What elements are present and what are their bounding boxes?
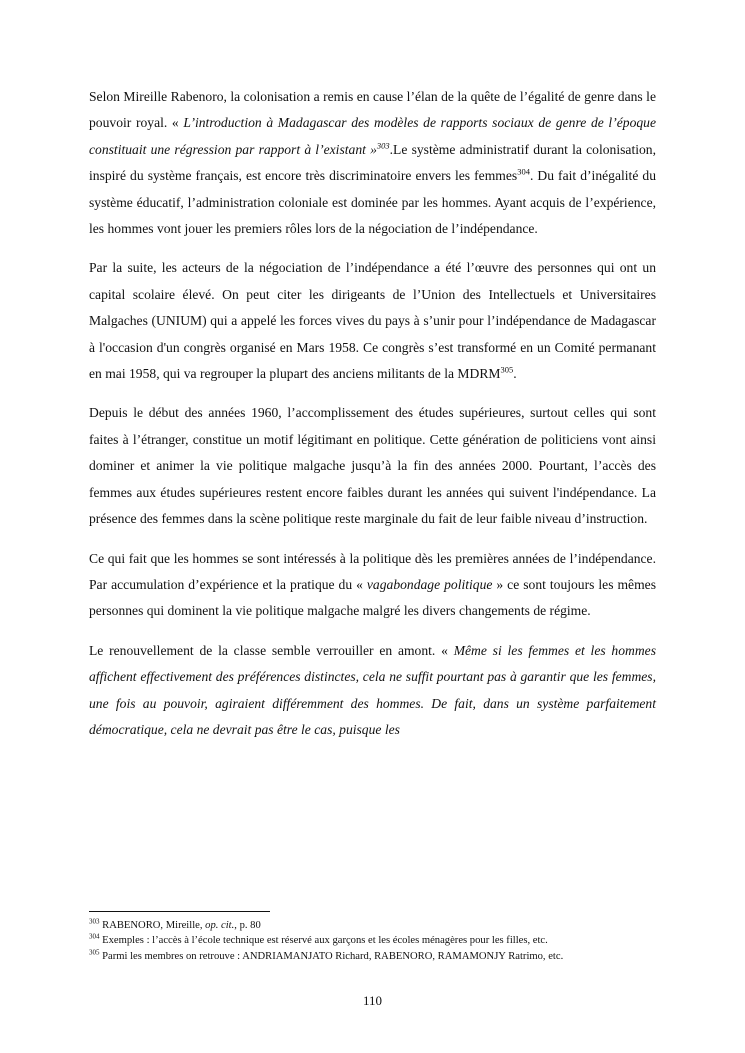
- text-run: Selon Mireille Rabenoro, la colonisation a remis en cause l’élan de la quête de l’égalité de genre dans le pouvoir royal. «: [89, 89, 656, 131]
- text-run: Depuis le début des années 1960, l’accomplissement des études supérieures, surtout celles qui sont faites à l’étranger, constitue un motif légitimant en politique. Cette génération de politiciens vont ainsi dominer et animer la vie politique malgache jusqu’à la fin des années 2000. Pourtant, l’accès des femmes aux études supérieures restent encore faibles durant les années qui suivent l'indépendance. La présence des femmes dans la scène politique reste marginale du fait de leur faible niveau d’instruction.: [89, 405, 656, 527]
- paragraph: [89, 84, 656, 242]
- footnote-separator: [89, 911, 270, 912]
- page-number: 110: [362, 993, 383, 1008]
- text-run: .: [513, 366, 517, 382]
- italic-text: op. cit.: [205, 920, 235, 931]
- italic-text: vagabondage politique: [366, 576, 493, 592]
- paragraph: [89, 255, 656, 387]
- text-run: Le renouvellement de la classe semble verrouiller en amont. «: [89, 642, 454, 658]
- footnote-ref: 303: [376, 140, 390, 151]
- footnote: [89, 949, 669, 964]
- footnote: [89, 933, 669, 948]
- italic-text: Même si les femmes et les hommes affichent effectivement des préférences distinctes, cela ne suffit pourtant pas à garantir que les femmes, une fois au pouvoir, agiraient différemment des hommes. De fait, dans un système parfaitement démocratique, cela ne devrait pas être le cas, puisque les: [89, 642, 656, 737]
- text-run: » ce sont toujours les mêmes personnes qui dominent la vie politique malgache malgré les divers changements de régime.: [89, 576, 656, 619]
- footnotes: [89, 918, 669, 964]
- footnote-ref: 305: [500, 364, 514, 375]
- footnote-number: 304: [89, 932, 100, 941]
- text-run: Ce qui fait que les hommes se sont intéressés à la politique dès les premières années de l’indépendance. Par accumulation d’expérience et la pratique du «: [89, 550, 656, 592]
- paragraph: [89, 638, 656, 744]
- text-run: .Le système administratif durant la colonisation, inspiré du système français, est encore très discriminatoire envers les femmes: [89, 141, 656, 184]
- text-run: RABENORO, Mireille,: [99, 920, 206, 931]
- footnote-number: 303: [89, 917, 100, 926]
- page-body: [89, 84, 656, 756]
- text-run: Par la suite, les acteurs de la négociation de l’indépendance a été l’œuvre des personnes qui ont un capital scolaire élevé. On peut citer les dirigeants de l’Union des Intellectuels et Universitaires Malgaches (UNIUM) qui a appelé les forces vives du pays à s’unir pour l’indépendance de Madagascar à l'occasion d'un congrès organisé en Mars 1958. Ce congrès s’est transformé en un Comité permanant en mai 1958, qui va regrouper la plupart des anciens militants de la MDRM: [89, 260, 656, 382]
- text-run: . Du fait d’inégalité du système éducatif, l’administration coloniale est dominée par les hommes. Ayant acquis de l’expérience, les hommes vont jouer les premiers rôles lors de la négociation de l’indépendance.: [89, 168, 656, 237]
- text-run: Exemples : l’accès à l’école technique est réservé aux garçons et les écoles ménagères pour les filles, etc.: [99, 935, 548, 947]
- paragraph: [89, 400, 656, 532]
- text-run: , p. 80: [234, 920, 261, 931]
- paragraph: [89, 546, 656, 625]
- italic-text: L’introduction à Madagascar des modèles de rapports sociaux de genre de l’époque constituait une régression par rapport à l’existant »: [89, 115, 656, 157]
- footnote-ref: 304: [517, 166, 530, 177]
- footnote: [89, 918, 669, 933]
- text-run: Parmi les membres on retrouve : ANDRIAMANJATO Richard, RABENORO, RAMAMONJY Ratrimo, etc.: [99, 950, 564, 962]
- footnote-number: 305: [89, 948, 100, 957]
